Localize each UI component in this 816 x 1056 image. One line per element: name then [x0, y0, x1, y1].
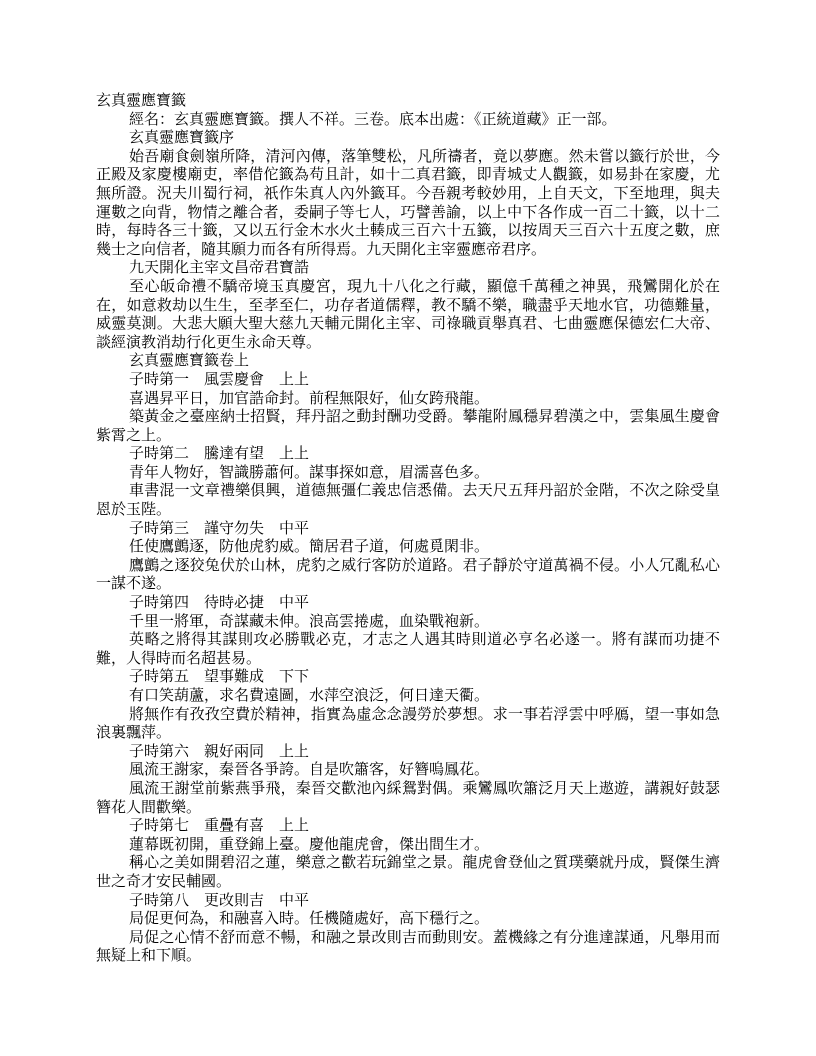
text-paragraph: 局促更何為，和融喜入時。任機隨處好，高下穩行之。: [129, 911, 490, 928]
text-paragraph: 子時第七 重疊有喜 上上: [129, 818, 310, 835]
text-paragraph: 千里一將軍，奇謀藏未伸。浪高雲捲處，血染戰袍新。: [129, 613, 490, 630]
document-title: 玄真靈應寶籤: [96, 93, 187, 109]
text-paragraph: 鷹鸇之逐狡兔伏於山林，虎豹之威行客防於道路。君子靜於守道萬禍不侵。小人冗亂私心一謀不遂。: [96, 557, 720, 593]
text-paragraph: 玄真靈應寶籤序: [129, 130, 235, 147]
text-paragraph: 子時第二 騰達有望 上上: [129, 446, 310, 463]
text-paragraph: 車書混一文章禮樂俱興，道德無彊仁義忠信悉備。去天尺五拜丹詔於金階，不次之除受皇恩於玉陛。: [96, 483, 720, 519]
text-paragraph: 玄真靈應寶籤卷上: [129, 353, 250, 370]
text-paragraph: 築黃金之臺座納士招賢，拜丹詔之動封酬功受爵。攀龍附鳳穩昇碧漢之中，雲集風生慶會紫霄之上。: [96, 409, 720, 444]
text-paragraph: 至心皈命禮不驕帝境玉真慶宮，現九十八化之行藏，顯億千萬種之神異，飛鸞開化於在在，如意救劫以生生，至孝至仁，功存者道儒釋，教不驕不樂，職盡乎天地水官，功德難量，威靈莫測。大悲大願大聖大慈九天輔元開化主宰、司祿職貢舉真君、七曲靈應保德宏仁大帝、談經演教消劫行化更生永命天尊。: [96, 278, 720, 351]
text-paragraph: 喜遇昇平日，加官誥命封。前程無限好，仙女跨飛龍。: [129, 390, 490, 407]
text-paragraph: 子時第一 風雲慶會 上上: [129, 371, 310, 388]
document-body: [96, 92, 720, 966]
text-paragraph: 子時第六 親好兩同 上上: [129, 743, 310, 760]
text-paragraph: 稱心之美如開碧沼之蓮，樂意之歡若玩錦堂之景。龍虎會登仙之質璞藥就丹成，賢傑生濟世之奇才安民輔國。: [96, 855, 720, 890]
text-paragraph: 經名：玄真靈應寶籤。撰人不祥。三卷。底本出處：《正統道藏》正一部。: [129, 111, 617, 128]
text-paragraph: 子時第八 更改則吉 中平: [129, 892, 310, 909]
text-paragraph: 局促之心情不舒而意不暢，和融之景改則吉而動則安。蓋機緣之有分進達謀通，凡舉用而無疑上和下順。: [96, 929, 720, 965]
text-paragraph: 任使鷹鸇逐，防他虎豹威。簡居君子道，何處覓閑非。: [129, 539, 490, 556]
text-paragraph: 有口笑葫蘆，求名費遠圖，水萍空浪泛，何日達天衢。: [129, 688, 490, 704]
text-paragraph: 子時第五 望事難成 下下: [129, 669, 310, 686]
text-paragraph: 青年人物好，智識勝蕭何。謀事探如意，眉濡喜色多。: [129, 464, 490, 481]
text-paragraph: 蓮幕既初開，重登錦上臺。慶他龍虎會，傑出間生才。: [129, 836, 490, 853]
text-paragraph: 將無作有孜孜空費於精神，指實為虛念念謾勞於夢想。求一事若浮雲中呼鴈，望一事如急浪裏飄萍。: [96, 706, 720, 742]
text-paragraph: 子時第三 謹守勿失 中平: [129, 520, 310, 537]
text-paragraph: 英略之將得其謀則攻必勝戰必克，才志之人遇其時則道必亨名必遂一。將有謀而功捷不難，人得時而名超甚易。: [96, 632, 720, 667]
text-paragraph: 風流王謝堂前紫燕爭飛，秦晉交歡池內綵鴛對偶。乘鸞鳳吹簫泛月天上遨遊，講親好鼓瑟簪花人間歡樂。: [96, 780, 720, 816]
text-paragraph: 子時第四 待時必捷 中平: [129, 595, 310, 612]
text-paragraph: 九天開化主宰文昌帝君寶誥: [129, 260, 310, 277]
text-paragraph: 始吾廟食劍嶺所降，清河內傳，落筆雙松，凡所禱者，竟以夢應。然未嘗以籤行於世，今正殿及家慶樓廟吏，率借佗籤為苟且計，如十二真君籤，即青城丈人觀籤，如易卦在家慶，尤無所證。況夫川蜀行祠，祇作朱真人內外籤耳。今吾親考較妙用，上自天文，下至地理，與夫運數之向背，物情之離合者，委嗣子等七人，巧譬善諭，以上中下各作成一百二十籤，以十二時，每時各三十籤，又以五行金木水火土輳成三百六十五籤，以按周天三百六十五度之數，庶幾士之向信者，隨其願力而各有所得焉。九天開化主宰靈應帝君序。: [96, 148, 720, 258]
text-paragraph: 風流王謝家，秦晉各爭誇。自是吹簫客，好簪嗚鳳花。: [129, 762, 490, 779]
